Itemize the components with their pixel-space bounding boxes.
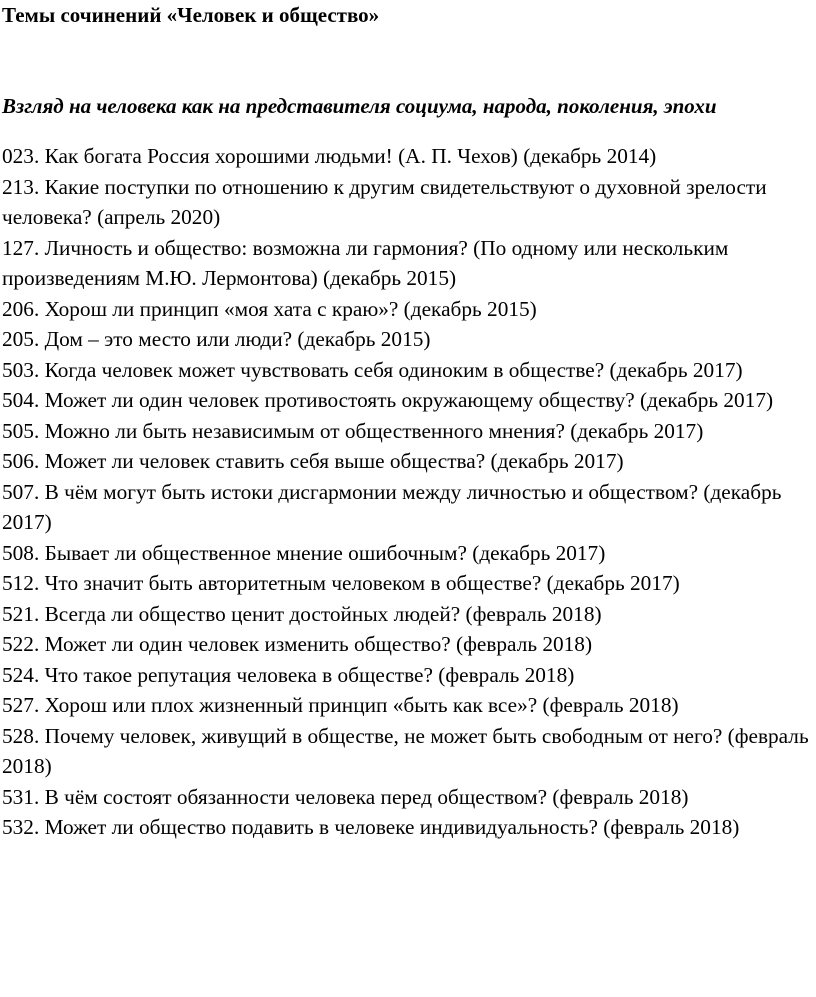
- topic-item: 205. Дом – это место или люди? (декабрь 2015): [2, 327, 431, 351]
- topic-item: 512. Что значит быть авторитетным человеком в обществе? (декабрь 2017): [2, 571, 680, 595]
- topic-item: 505. Можно ли быть независимым от общественного мнения? (декабрь 2017): [2, 418, 704, 443]
- topic-item: 504. Может ли один человек противостоять окружающему обществу? (декабрь 2017): [2, 388, 774, 412]
- topic-item: 524. Что такое репутация человека в обществе? (февраль 2018): [2, 662, 575, 687]
- topic-item: 506. Может ли человек ставить себя выше общества? (декабрь 2017): [2, 449, 624, 473]
- topic-item: 023. Как богата Россия хорошими людьми! (А. П. Чехов) (декабрь 2014): [2, 144, 657, 168]
- topic-list: [2, 141, 810, 843]
- topic-item: 521. Всегда ли общество ценит достойных людей? (февраль 2018): [2, 601, 602, 626]
- topic-item: 522. Может ли один человек изменить общество? (февраль 2018): [2, 632, 593, 656]
- section-heading: Взгляд на человека как на представителя социума, народа, поколения, эпохи: [2, 94, 717, 118]
- topic-item: 531. В чём состоят обязанности человека перед обществом? (февраль 2018): [2, 784, 689, 809]
- topic-item: 508. Бывает ли общественное мнение ошибочным? (декабрь 2017): [2, 540, 606, 565]
- topic-item: 507. В чём могут быть истоки дисгармонии между личностью и обществом? (декабрь 2017): [2, 479, 782, 534]
- topic-item: 127. Личность и общество: возможна ли гармония? (По одному или нескольким произведениям М.Ю. Лермонтова) (декабрь 2015): [2, 235, 729, 290]
- topic-item: 213. Какие поступки по отношению к другим свидетельствуют о духовной зрелости человека? (апрель 2020): [2, 174, 767, 229]
- topic-item: 527. Хорош или плох жизненный принцип «быть как все»? (февраль 2018): [2, 693, 679, 717]
- topic-item: 532. Может ли общество подавить в человеке индивидуальность? (февраль 2018): [2, 815, 740, 839]
- topic-item: 528. Почему человек, живущий в обществе, не может быть свободным от него? (февраль 2018): [2, 723, 809, 778]
- document-title: Темы сочинений «Человек и общество»: [2, 3, 380, 27]
- topic-item: 503. Когда человек может чувствовать себя одиноким в обществе? (декабрь 2017): [2, 357, 743, 382]
- topic-item: 206. Хорош ли принцип «моя хата с краю»? (декабрь 2015): [2, 296, 537, 321]
